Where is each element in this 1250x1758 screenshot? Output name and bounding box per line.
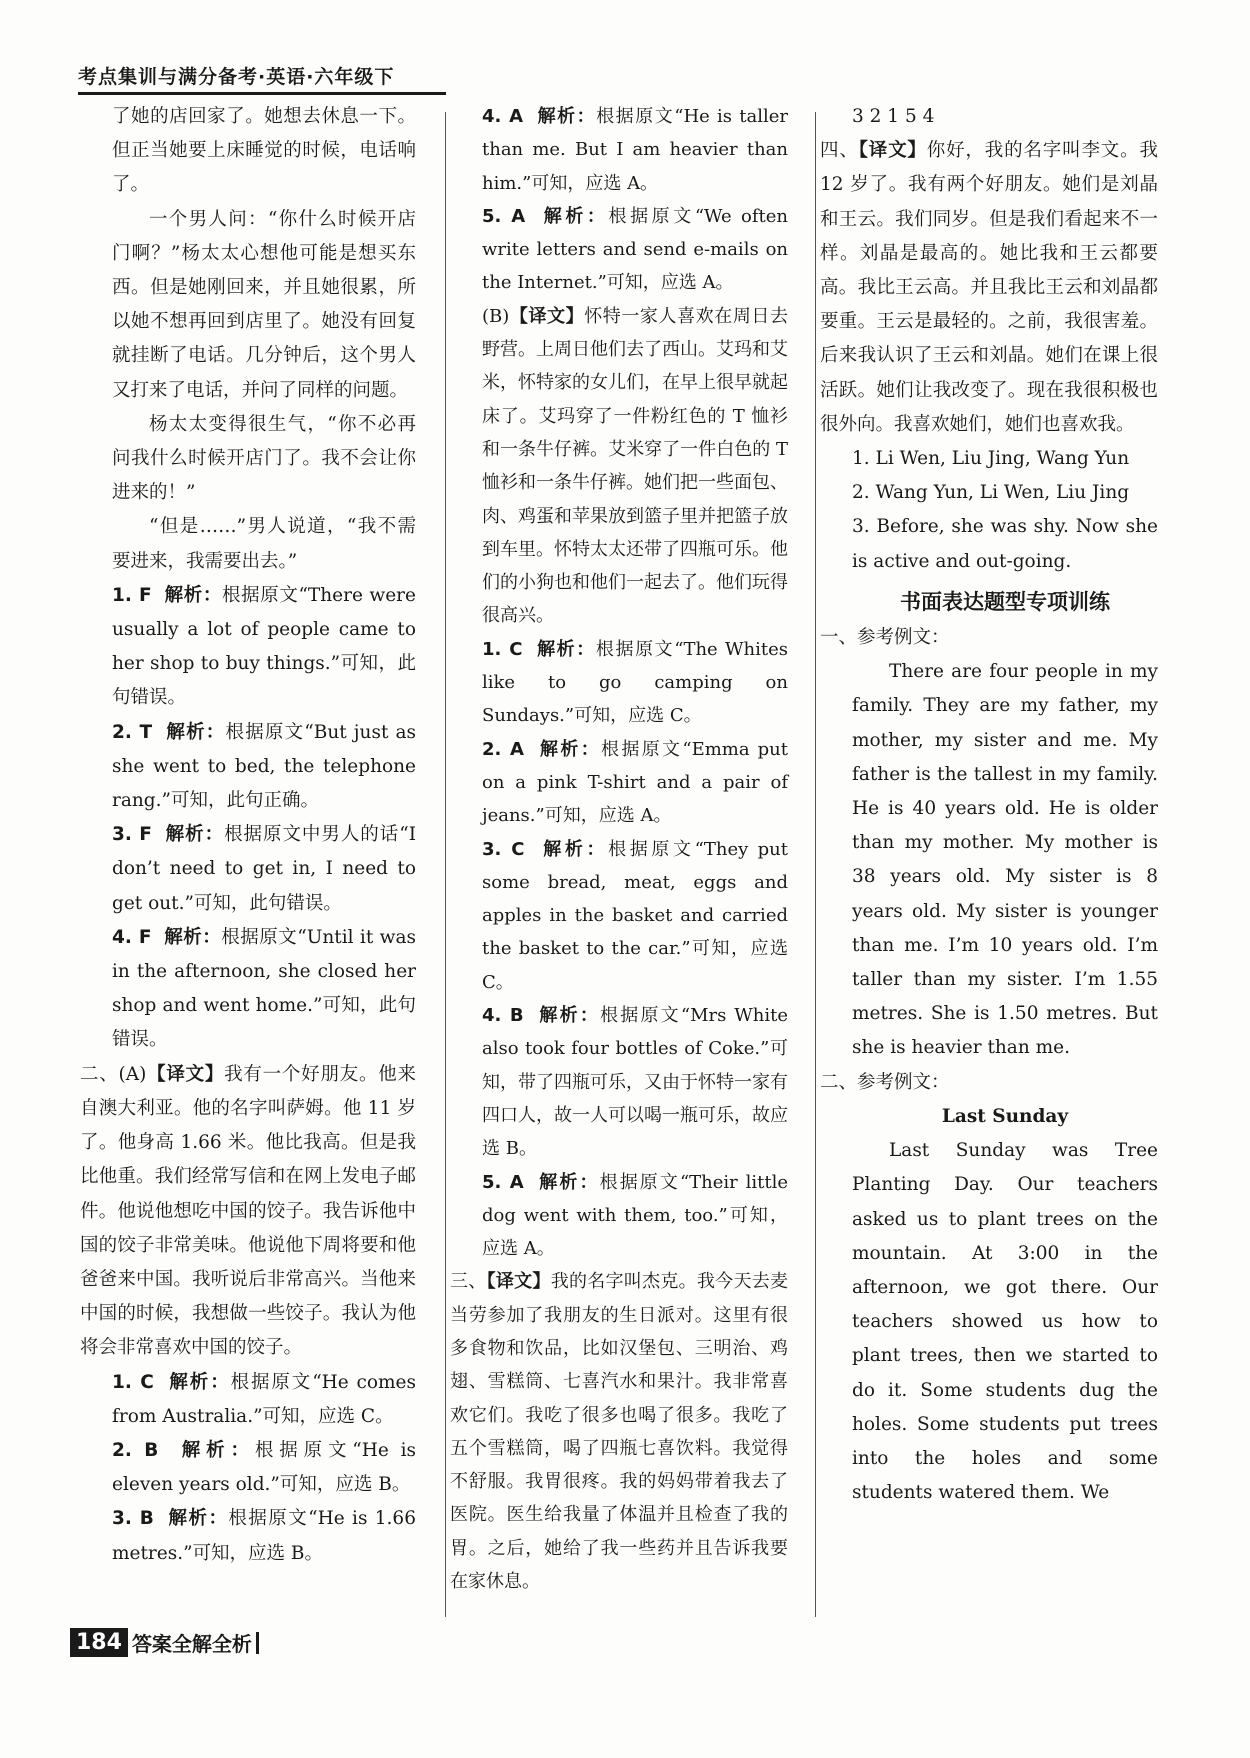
column-2 [450, 100, 789, 1598]
writing-one-label: 一、参考例文： [820, 627, 950, 649]
answer-item: 1. C 解析：根据原文“The Whites like to go camping on Sundays.”可知，应选 C。 [482, 638, 788, 727]
section-4-translation: 四、【译文】你好，我的名字叫李文。我 12 岁了。我有两个好朋友。她们是刘晶和王云。我们同岁。但是我们看起来不一样。刘晶是最高的。她比我和王云都要高。我比王云高。并且我比王云和刘晶都要重。王云是最轻的。之前，我很害羞。后来我认识了王云和刘晶。她们在课上很活跃。她们让我改变了。现在我很积极也很外向。我喜欢她们，她们也喜欢我。 [820, 140, 1158, 435]
section-3-answer: 3 2 1 5 4 [852, 106, 935, 127]
column-divider-1 [445, 112, 446, 1617]
answer-item: 1. Li Wen, Liu Jing, Wang Yun [852, 448, 1130, 470]
answer-item: 5. A 解析：根据原文“Their little dog went with them, too.”可知，应选 A。 [482, 1171, 788, 1260]
header-title: 考点集训与满分备考·英语·六年级下 [78, 66, 395, 88]
story-paragraph: 杨太太变得很生气，“你不必再问我什么时候开店门了。我不会让你进来的！” [112, 413, 416, 504]
writing-one-essay: There are four people in my family. They are my father, my mother, my sister and me. My father is the tallest in my family. He is 40 years old. He is older than my mother. My mother is 38 years old. My sister is 8 years old. My sister is younger than me. I’m 10 years old. I’m taller than my sister. I’m 1.55 metres. She is 1.50 metres. But she is heavier than me. [852, 661, 1158, 1059]
answer-item: 4. F 解析：根据原文“Until it was in the afternoon, she closed her shop and went home.”可知，此句错误。 [112, 926, 416, 1051]
story-paragraph: 一个男人问：“你什么时候开店门啊？”杨太太心想他可能是想买东西。但是她刚回来，并且她很累，所以她不想再回到店里了。她没有回复就挂断了电话。几分钟后，这个男人又打来了电话，并问了同样的问题。 [112, 208, 416, 401]
answer-item: 4. B 解析：根据原文“Mrs White also took four bottles of Coke.”可知，带了四瓶可乐，又由于怀特一家有四口人，故一人可以喝一瓶可乐，故应选 B。 [482, 1005, 789, 1160]
section-3-translation: 三、【译文】我的名字叫杰克。我今天去麦当劳参加了我朋友的生日派对。这里有很多食物和饮品，比如汉堡包、三明治、鸡翅、雪糕筒、七喜汽水和果汁。我非常喜欢它们。我吃了很多也喝了很多。我吃了五个雪糕筒，喝了四瓶七喜饮料。我觉得不舒服。我胃很疼。我的妈妈带着我去了医院。医生给我量了体温并且检查了我的胃。之后，她给了我一些药并且告诉我要在家休息。 [450, 1271, 789, 1593]
answer-item: 3. F 解析：根据原文中男人的话“I don’t need to get in, I need to get out.”可知，此句错误。 [112, 824, 417, 914]
column-divider-2 [815, 112, 816, 1617]
answer-item: 3. B 解析：根据原文“He is 1.66 metres.”可知，应选 B。 [112, 1508, 416, 1564]
column-3 [820, 100, 1158, 1510]
answer-item: 2. T 解析：根据原文“But just as she went to bed, the telephone rang.”可知，此句正确。 [112, 721, 416, 812]
answer-item: 2. Wang Yun, Li Wen, Liu Jing [852, 482, 1130, 504]
essay-title: Last Sunday [941, 1105, 1069, 1127]
answer-item: 3. Before, she was shy. Now she is active and out-going. [852, 516, 1158, 572]
header-rule [78, 92, 446, 95]
section-2a-translation: 二、(A)【译文】我有一个好朋友。他来自澳大利亚。他的名字叫萨姆。他 11 岁了。他身高 1.66 米。他比我高。但是我比他重。我们经常写信和在网上发电子邮件。他说他想吃中国的饺子。我告诉他中国的饺子非常美味。他说他下周将要和他爸爸来中国。我听说后非常高兴。当他来中国的时候，我想做一些饺子。我认为他将会非常喜欢中国的饺子。 [80, 1063, 416, 1359]
answer-item: 2. B 解析：根据原文“He is eleven years old.”可知，应选 B。 [112, 1439, 416, 1496]
answer-item: 4. A 解析：根据原文“He is taller than me. But I am heavier than him.”可知，应选 A。 [482, 106, 789, 194]
column-1 [80, 100, 417, 1571]
answer-item: 2. A 解析：根据原文“Emma put on a pink T-shirt and a pair of jeans.”可知，应选 A。 [482, 738, 789, 827]
writing-section-title: 书面表达题型专项训练 [900, 589, 1110, 614]
answer-item: 5. A 解析：根据原文“We often write letters and send e-mails on the Internet.”可知，应选 A。 [482, 205, 788, 294]
answer-item: 1. C 解析：根据原文“He comes from Australia.”可知，应选 C。 [112, 1371, 416, 1427]
page-footer [70, 1628, 259, 1657]
writing-two-label: 二、参考例文： [820, 1071, 950, 1093]
footer-bar [256, 1632, 259, 1654]
writing-two-essay: Last Sunday was Tree Planting Day. Our teachers asked us to plant trees on the mountain. At 3:00 in the afternoon, we got there. Our teachers showed us how to plant trees, then we started to do it. Some students dug the holes. Some students put trees into the holes and some students watered them. We [852, 1140, 1158, 1504]
footer-label: 答案全解全析 [131, 1632, 252, 1656]
answer-item: 3. C 解析：根据原文“They put some bread, meat, eggs and apples in the basket and carried the basket to the car.”可知，应选 C。 [482, 838, 788, 993]
section-2b-translation: (B)【译文】怀特一家人喜欢在周日去野营。上周日他们去了西山。艾玛和艾米，怀特家的女儿们，在早上很早就起床了。艾玛穿了一件粉红色的 T 恤衫和一条牛仔裤。艾米穿了一件白色的 T 恤衫和一条牛仔裤。她们把一些面包、肉、鸡蛋和苹果放到篮子里并把篮子放到车里。怀特太太还带了四瓶可乐。他们的小狗也和他们一起去了。他们玩得很高兴。 [482, 305, 788, 627]
story-paragraph: 了她的店回家了。她想去休息一下。但正当她要上床睡觉的时候，电话响了。 [112, 106, 416, 196]
story-paragraph: “但是……”男人说道，“我不需要进来，我需要出去。” [112, 516, 416, 572]
answer-item: 1. F 解析：根据原文“There were usually a lot of people came to her shop to buy things.”可知，此句错误。 [112, 584, 416, 709]
page-number: 184 [70, 1628, 128, 1657]
